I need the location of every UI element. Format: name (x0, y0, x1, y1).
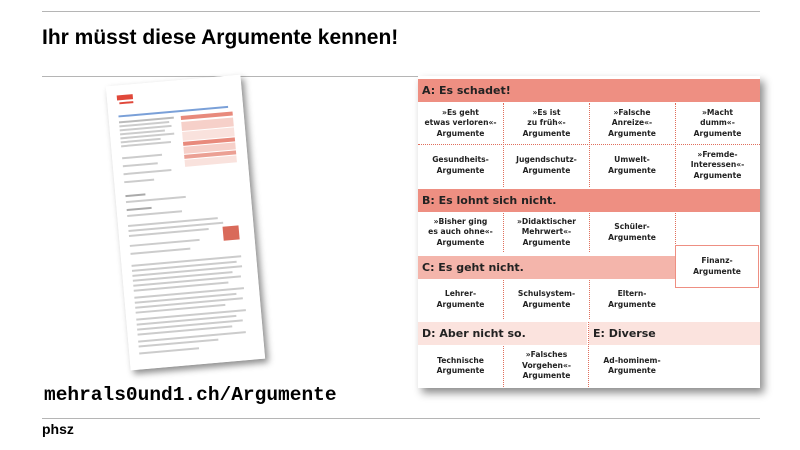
top-rule (42, 11, 760, 12)
divider (589, 213, 590, 252)
section-a-header: A: Es schadet! (418, 79, 760, 102)
divider (589, 103, 590, 187)
argument-cell: Jugendschutz- Argumente (516, 155, 577, 175)
argument-cell: »Falsche Anreize«- Argumente (608, 107, 656, 138)
argument-cell: Gesundheits- Argumente (432, 155, 489, 175)
divider (588, 322, 589, 387)
argument-cell: »Fremde- Interessen«- Argumente (690, 149, 745, 180)
divider (503, 213, 504, 252)
argument-cell: Ad-hominem- Argumente (603, 355, 661, 375)
document-page-preview (106, 75, 265, 371)
arguments-table (418, 76, 760, 388)
section-d-header: D: Aber nicht so. (418, 322, 587, 345)
bottom-rule (42, 418, 760, 419)
slide-title: Ihr müsst diese Argumente kennen! (42, 26, 399, 49)
argument-cell: »Didaktischer Mehrwert«- Argumente (517, 216, 576, 247)
argument-cell: »Bisher ging es auch ohne«- Argumente (428, 216, 493, 247)
divider (503, 103, 504, 187)
argument-cell: Schüler- Argumente (608, 222, 656, 242)
argument-cell: »Falsches Vorgehen«- Argumente (521, 350, 572, 381)
argument-cell: »Es geht etwas verloren«- Argumente (424, 107, 497, 138)
divider (503, 346, 504, 387)
doc-red-badge (223, 225, 240, 240)
footer-label: phsz (42, 421, 74, 437)
argument-cell: Eltern- Argumente (608, 289, 656, 309)
argument-cell: Lehrer- Argumente (436, 289, 485, 309)
source-url: mehrals0und1.ch/Argumente (44, 384, 337, 406)
document-thumbnail (106, 75, 265, 371)
divider (503, 280, 504, 319)
argument-cell: Umwelt- Argumente (608, 155, 656, 175)
argument-cell: »Macht dumm«- Argumente (693, 107, 742, 138)
argument-cell: »Es ist zu früh«- Argumente (522, 107, 571, 138)
divider (589, 280, 590, 319)
section-c-header: C: Es geht nicht. (418, 256, 675, 279)
section-e-header: E: Diverse (589, 322, 760, 345)
finanz-argumente-cell: Finanz- Argumente (675, 245, 759, 288)
section-b-header: B: Es lohnt sich nicht. (418, 189, 760, 212)
divider (675, 103, 676, 187)
argument-cell: Technische Argumente (436, 355, 485, 375)
argument-cell: Schulsystem- Argumente (517, 289, 576, 309)
